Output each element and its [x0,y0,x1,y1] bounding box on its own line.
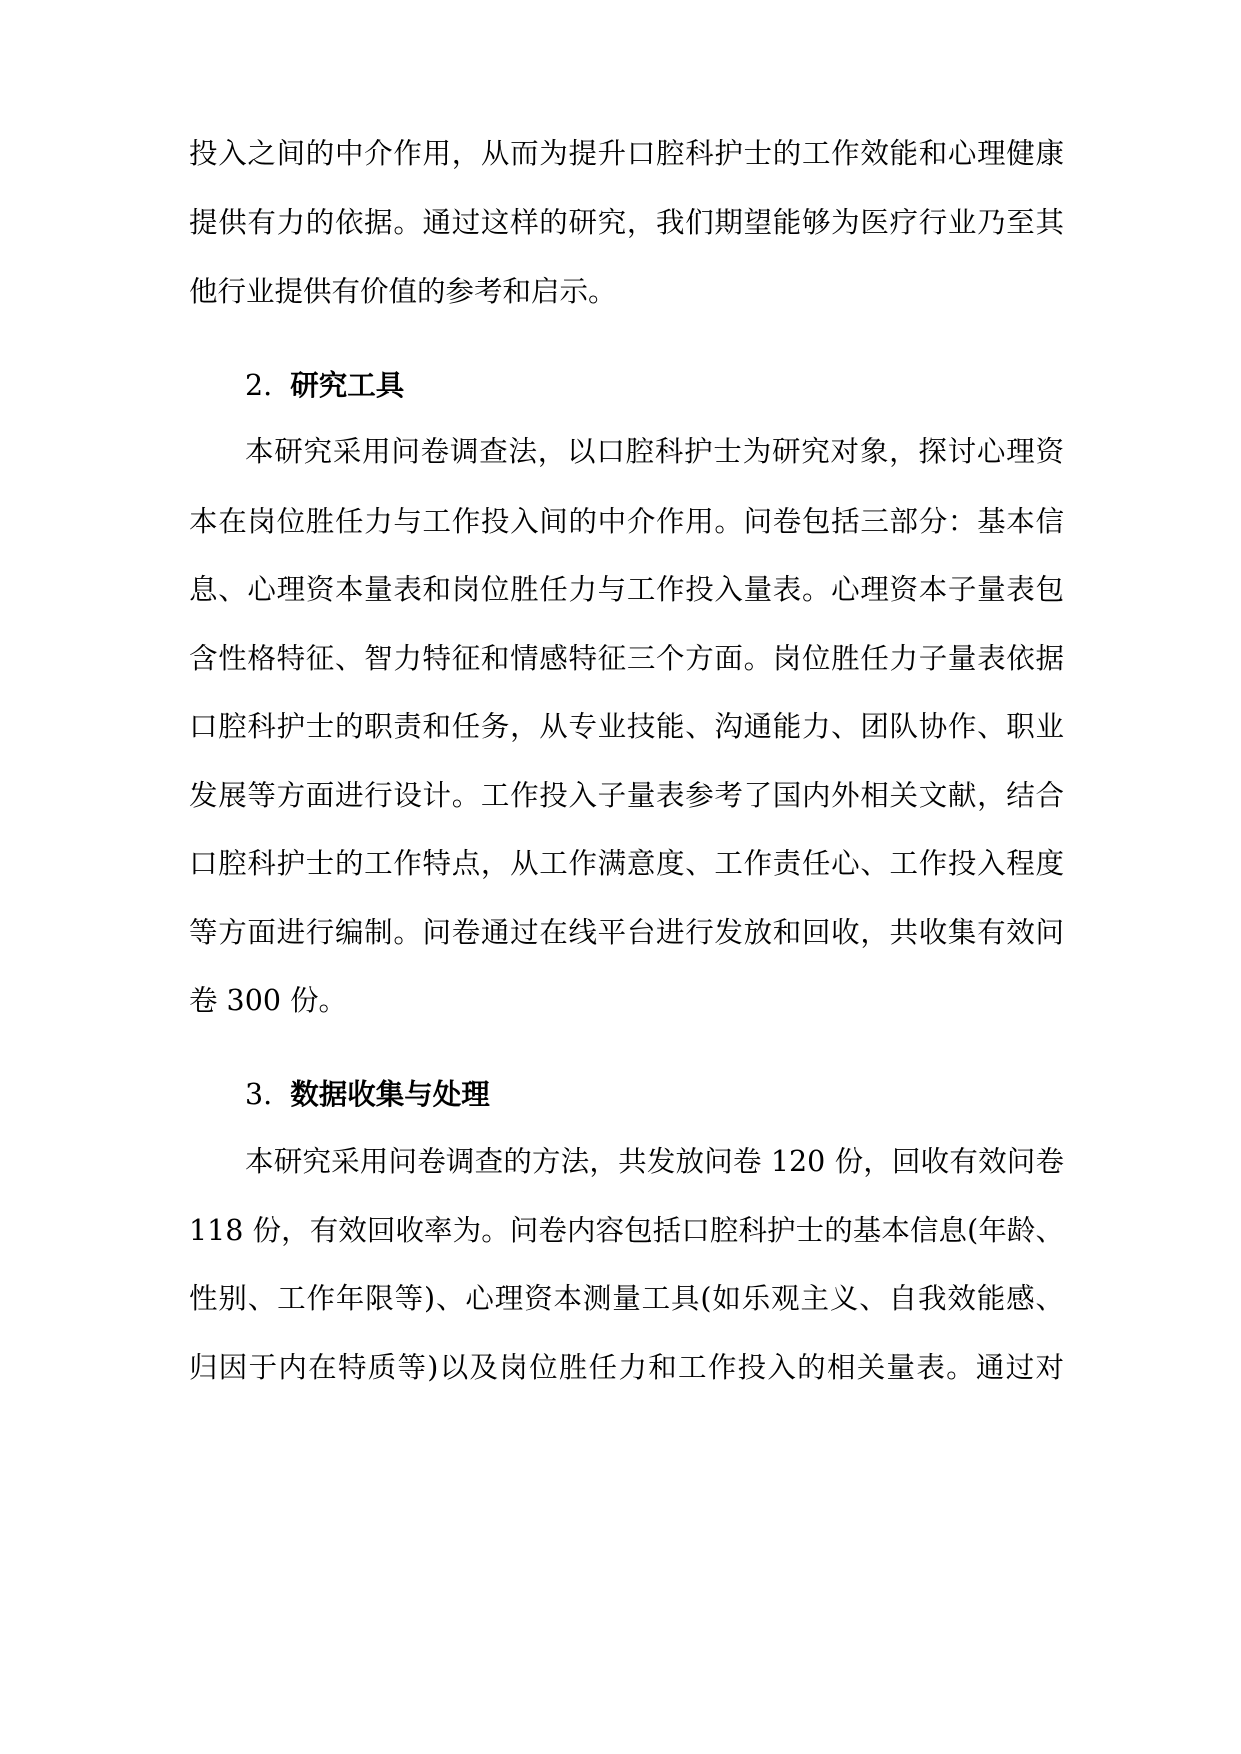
paragraph-line: 息、心理资本量表和岗位胜任力与工作投入量表。心理资本子量表包 [189,573,1064,606]
paragraph-line: 口腔科护士的职责和任务，从专业技能、沟通能力、团队协作、职业 [189,710,1064,743]
paragraph-line: 提供有力的依据。通过这样的研究，我们期望能够为医疗行业乃至其 [189,206,1064,239]
paragraph-line: 投入之间的中介作用，从而为提升口腔科护士的工作效能和心理健康 [189,137,1064,170]
paragraph-line: 归因于内在特质等)以及岗位胜任力和工作投入的相关量表。通过对 [189,1351,1064,1384]
paragraph-line: 发展等方面进行设计。工作投入子量表参考了国内外相关文献，结合 [189,779,1064,812]
section-number: 2. [245,369,273,402]
paragraph-line: 口腔科护士的工作特点，从工作满意度、工作责任心、工作投入程度 [189,847,1064,880]
paragraph-line: 118 份，有效回收率为。问卷内容包括口腔科护士的基本信息(年龄、 [189,1214,1064,1247]
section-number: 3. [245,1078,273,1111]
paragraph-line: 性别、工作年限等)、心理资本测量工具(如乐观主义、自我效能感、 [189,1282,1064,1315]
paragraph-line: 等方面进行编制。问卷通过在线平台进行发放和回收，共收集有效问 [189,916,1064,949]
paragraph-line: 他行业提供有价值的参考和启示。 [189,275,617,308]
section-heading-2 [245,365,404,405]
section-heading-3 [245,1074,490,1114]
paragraph-line: 卷 300 份。 [189,984,348,1017]
paragraph-line: 本研究采用问卷调查法，以口腔科护士为研究对象，探讨心理资 [245,435,1064,468]
paragraph-line: 本研究采用问卷调查的方法，共发放问卷 120 份，回收有效问卷 [245,1145,1064,1178]
section-title: 研究工具 [290,368,405,402]
paragraph-line: 本在岗位胜任力与工作投入间的中介作用。问卷包括三部分：基本信 [189,505,1064,538]
paragraph-line: 含性格特征、智力特征和情感特征三个方面。岗位胜任力子量表依据 [189,642,1064,675]
section-title: 数据收集与处理 [290,1077,490,1111]
